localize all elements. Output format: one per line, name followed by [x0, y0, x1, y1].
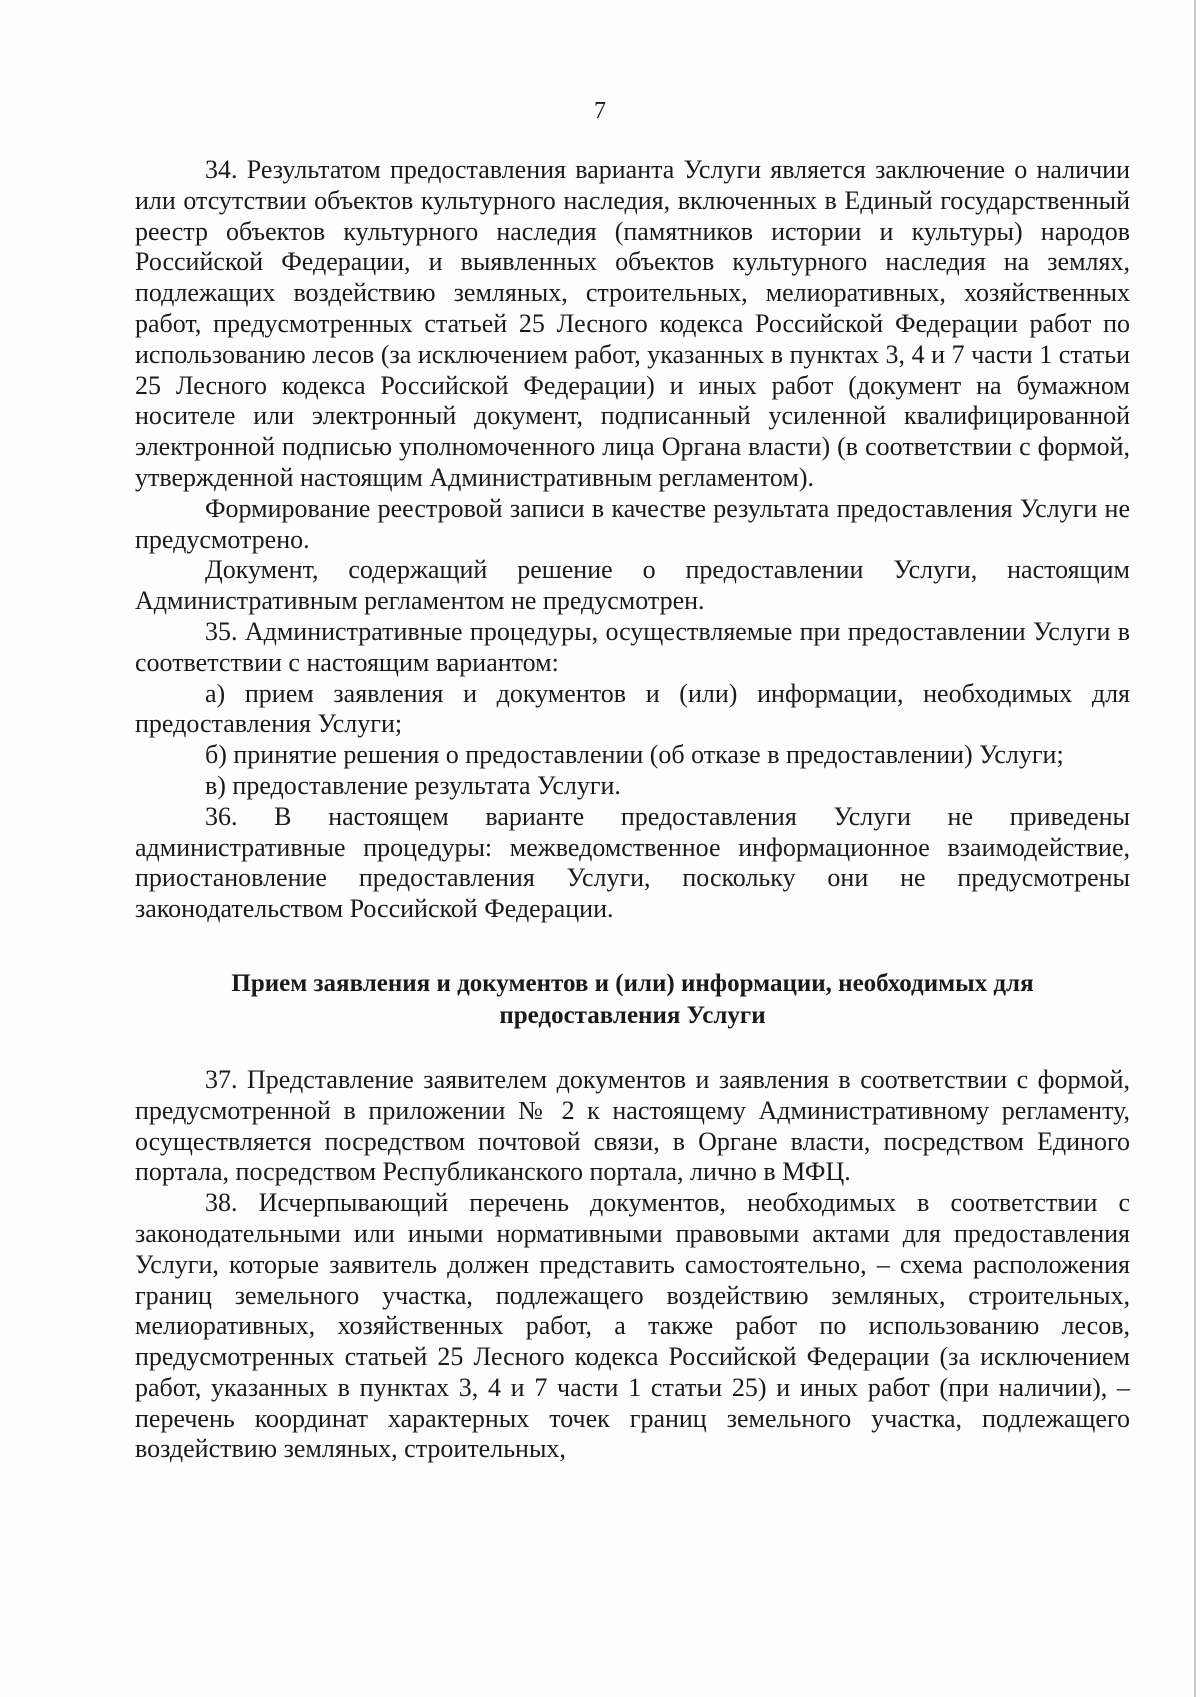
paragraph-38: 38. Исчерпывающий перечень документов, необходимых в соответствии с законодательными или иными нормативными правовыми актами для предоставления Услуги, которые заявитель должен представить самостоятельно, – схема расположения границ земельного участка, подлежащего воздействию земляных, строительных, мелиоративных, хозяйственных работ, а также работ по использованию лесов, предусмотренных статьей 25 Лесного кодекса Российской Федерации (за исключением работ, указанных в пунктах 3, 4 и 7 части 1 статьи 25) и иных работ (при наличии), – перечень координат характерных точек границ земельного участка, подлежащего воздействию земляных, строительных, — [135, 1188, 1130, 1464]
paragraph-37: 37. Представление заявителем документов и заявления в соответствии с формой, предусмотренной в приложении № 2 к настоящему Административному регламенту, осуществляется посредством почтовой связи, в Органе власти, посредством Единого портала, посредством Республиканского портала, лично в МФЦ. — [135, 1064, 1130, 1187]
document-body — [135, 155, 1130, 1465]
page-number: 7 — [594, 98, 606, 124]
scan-edge-line — [1194, 0, 1196, 1697]
section-heading-line-2: предоставления Услуги — [499, 1001, 766, 1029]
paragraph-35: 35. Административные процедуры, осуществляемые при предоставлении Услуги в соответствии с настоящим вариантом: — [135, 616, 1130, 677]
list-item-b: б) принятие решения о предоставлении (об отказе в предоставлении) Услуги; — [205, 740, 1064, 770]
section-heading — [135, 968, 1130, 1032]
list-item-a: а) прием заявления и документов и (или) информации, необходимых для предоставления Услуги; — [135, 678, 1130, 739]
paragraph-registry-record: Формирование реестровой записи в качестве результата предоставления Услуги не предусмотрено. — [135, 493, 1130, 554]
paragraph-decision-document: Документ, содержащий решение о предоставлении Услуги, настоящим Административным регламентом не предусмотрен. — [135, 555, 1130, 616]
paragraph-36: 36. В настоящем варианте предоставления Услуги не приведены административные процедуры: межведомственное информационное взаимодействие, приостановление предоставления Услуги, поскольку они не предусмотрены законодательством Российской Федерации. — [135, 801, 1130, 924]
list-item-v: в) предоставление результата Услуги. — [205, 770, 621, 800]
section-heading-line-1: Прием заявления и документов и (или) информации, необходимых для — [231, 969, 1034, 997]
paragraph-34: 34. Результатом предоставления варианта Услуги является заключение о наличии или отсутствии объектов культурного наследия, включенных в Единый государственный реестр объектов культурного наследия (памятников истории и культуры) народов Российской Федерации, и выявленных объектов культурного наследия на землях, подлежащих воздействию земляных, строительных, мелиоративных, хозяйственных работ, предусмотренных статьей 25 Лесного кодекса Российской Федерации работ по использованию лесов (за исключением работ, указанных в пунктах 3, 4 и 7 части 1 статьи 25 Лесного кодекса Российской Федерации) и иных работ (документ на бумажном носителе или электронный документ, подписанный усиленной квалифицированной электронной подписью уполномоченного лица Органа власти) (в соответствии с формой, утвержденной настоящим Административным регламентом). — [135, 155, 1130, 492]
